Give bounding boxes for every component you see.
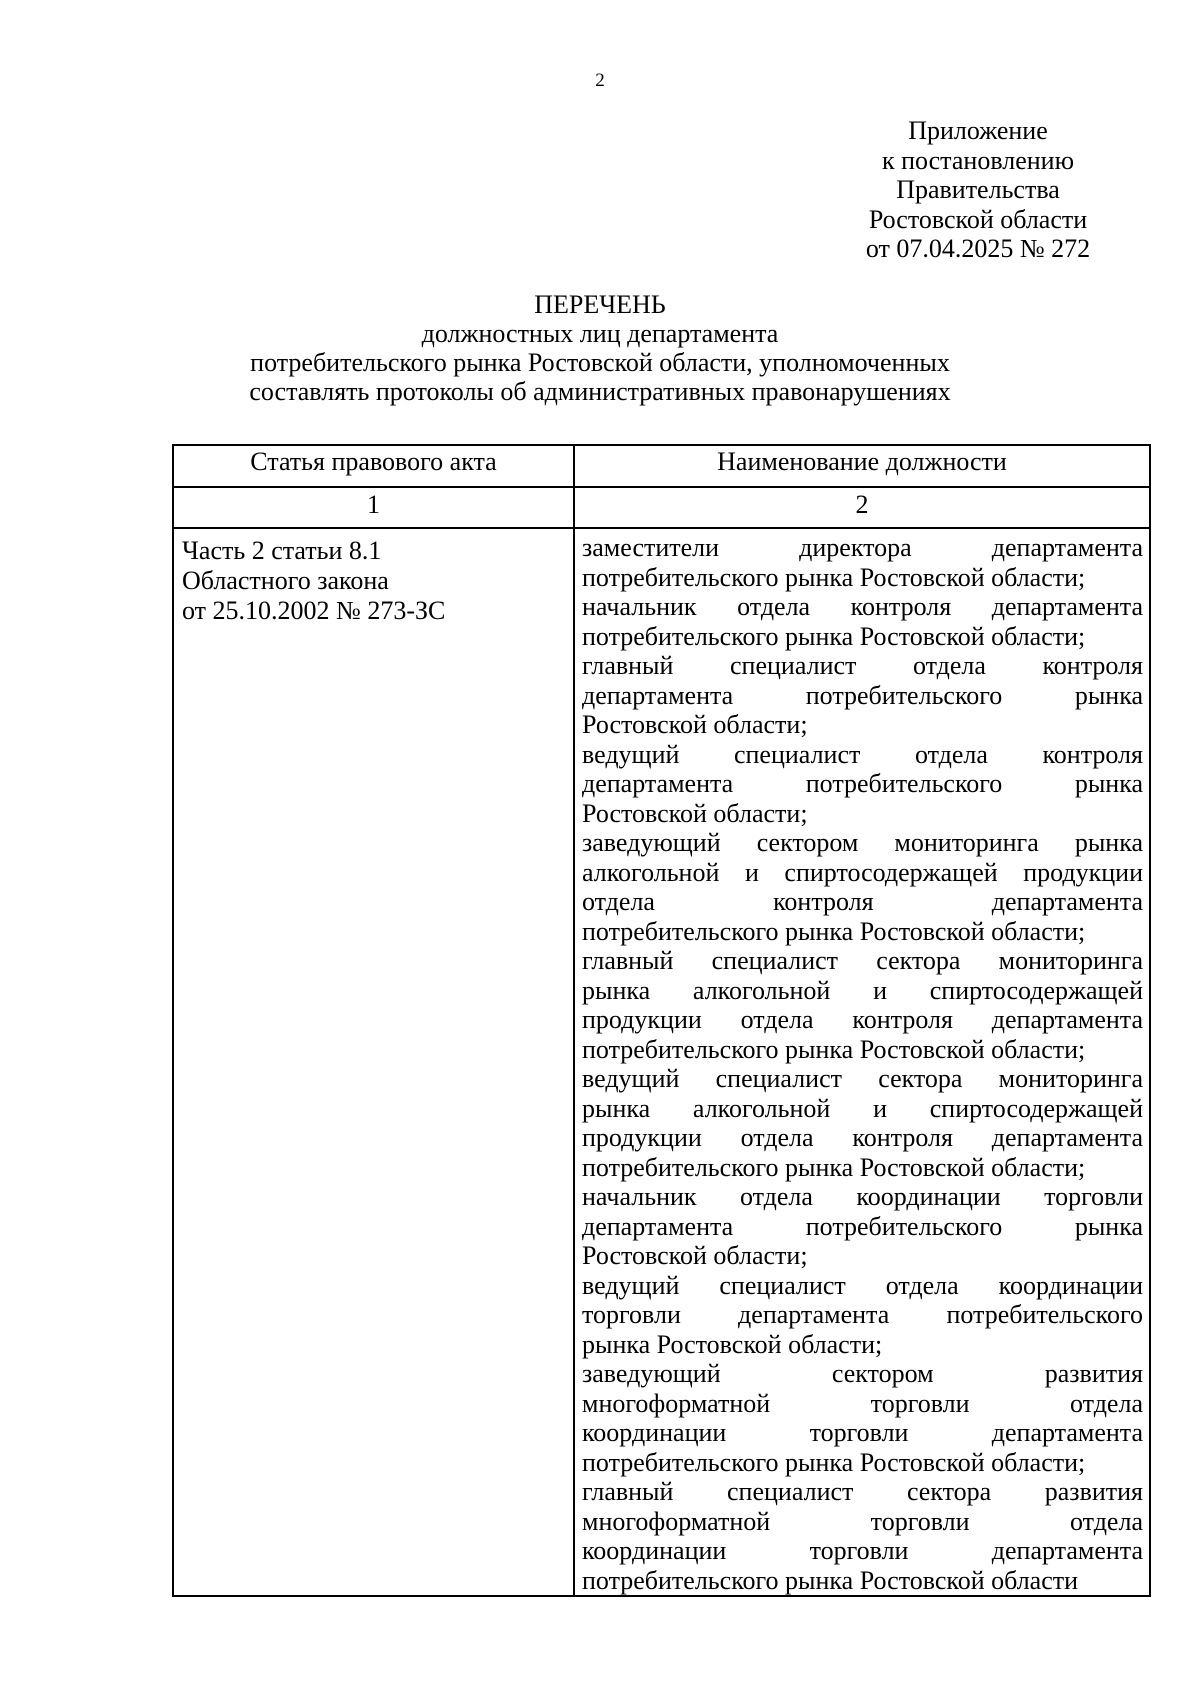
- position-line: главный специалист отдела контроля: [582, 651, 1143, 680]
- annex-block: [800, 116, 1156, 264]
- article-line: Часть 2 статьи 8.1: [182, 536, 382, 565]
- table-row: [173, 528, 1150, 1596]
- position-line: торговли департамента потребительского: [582, 1300, 1143, 1329]
- position-line: рынка алкогольной и спиртосодержащей: [582, 1093, 1143, 1123]
- position-line: координации торговли департамента: [582, 1418, 1143, 1447]
- officials-table: [172, 444, 1151, 1597]
- position-line: продукции отдела контроля департамента: [582, 1123, 1143, 1152]
- page-number: 2: [595, 70, 605, 91]
- position-line: ведущий специалист отдела координации: [582, 1270, 1143, 1300]
- annex-line: от 07.04.2025 № 272: [865, 234, 1091, 263]
- position-line: заведующий сектором развития: [582, 1359, 1143, 1388]
- position-line: заведующий сектором мониторинга рынка: [582, 828, 1143, 857]
- position-line: продукции отдела контроля департамента: [582, 1005, 1143, 1034]
- position-line: потребительского рынка Ростовской области;: [582, 621, 1086, 651]
- position-line: главный специалист сектора мониторинга: [582, 946, 1143, 975]
- position-line: потребительского рынка Ростовской области;: [582, 562, 1086, 592]
- position-line: многоформатной торговли отдела: [582, 1388, 1143, 1418]
- article-line: Областного закона: [182, 566, 389, 595]
- title-heading: ПЕРЕЧЕНЬ: [534, 290, 666, 319]
- position-line: рынка алкогольной и спиртосодержащей: [582, 975, 1143, 1005]
- position-line: начальник отдела контроля департамента: [582, 592, 1143, 621]
- annex-line: Ростовской области: [868, 204, 1088, 234]
- position-line: главный специалист сектора развития: [582, 1477, 1143, 1506]
- position-line: департамента потребительского рынка: [582, 769, 1143, 798]
- position-line: потребительского рынка Ростовской области;: [582, 1034, 1086, 1064]
- table-header-row: [173, 445, 1150, 487]
- title-subtitle-line: составлять протоколы об административных правонарушениях: [249, 377, 951, 406]
- position-line: потребительского рынка Ростовской области: [582, 1565, 1079, 1595]
- position-line: Ростовской области;: [582, 1241, 808, 1270]
- column-number: 1: [173, 487, 574, 528]
- article-line: от 25.10.2002 № 273-ЗС: [182, 596, 446, 625]
- position-line: рынка Ростовской области;: [582, 1329, 883, 1359]
- article-cell: [173, 528, 574, 1596]
- title-subtitle-line: потребительского рынка Ростовской области, уполномоченных: [250, 348, 950, 377]
- position-line: Ростовской области;: [582, 798, 808, 828]
- position-line: Ростовской области;: [582, 710, 808, 739]
- position-line: заместители директора департамента: [582, 533, 1143, 562]
- position-line: координации торговли департамента: [582, 1536, 1143, 1565]
- column-number: 2: [574, 487, 1150, 528]
- position-line: потребительского рынка Ростовской области;: [582, 1447, 1086, 1477]
- header-article: Статья правового акта: [173, 445, 574, 487]
- position-line: начальник отдела координации торговли: [582, 1182, 1143, 1211]
- positions-cell: [574, 528, 1150, 1596]
- annex-line: к постановлению: [881, 145, 1075, 175]
- position-line: многоформатной торговли отдела: [582, 1506, 1143, 1536]
- document-title: [0, 290, 1200, 406]
- position-line: департамента потребительского рынка: [582, 680, 1143, 710]
- header-position: Наименование должности: [574, 445, 1150, 487]
- position-line: департамента потребительского рынка: [582, 1211, 1143, 1241]
- position-line: отдела контроля департамента: [582, 887, 1143, 916]
- position-line: ведущий специалист отдела контроля: [582, 739, 1143, 769]
- annex-line: Правительства: [896, 175, 1060, 204]
- position-line: потребительского рынка Ростовской области;: [582, 1152, 1086, 1182]
- position-line: потребительского рынка Ростовской области;: [582, 916, 1086, 946]
- column-number-row: [173, 487, 1150, 528]
- position-line: алкогольной и спиртосодержащей продукции: [582, 857, 1143, 887]
- title-subtitle-line: должностных лиц департамента: [421, 319, 779, 348]
- position-line: ведущий специалист сектора мониторинга: [582, 1064, 1143, 1093]
- annex-line: Приложение: [908, 116, 1048, 145]
